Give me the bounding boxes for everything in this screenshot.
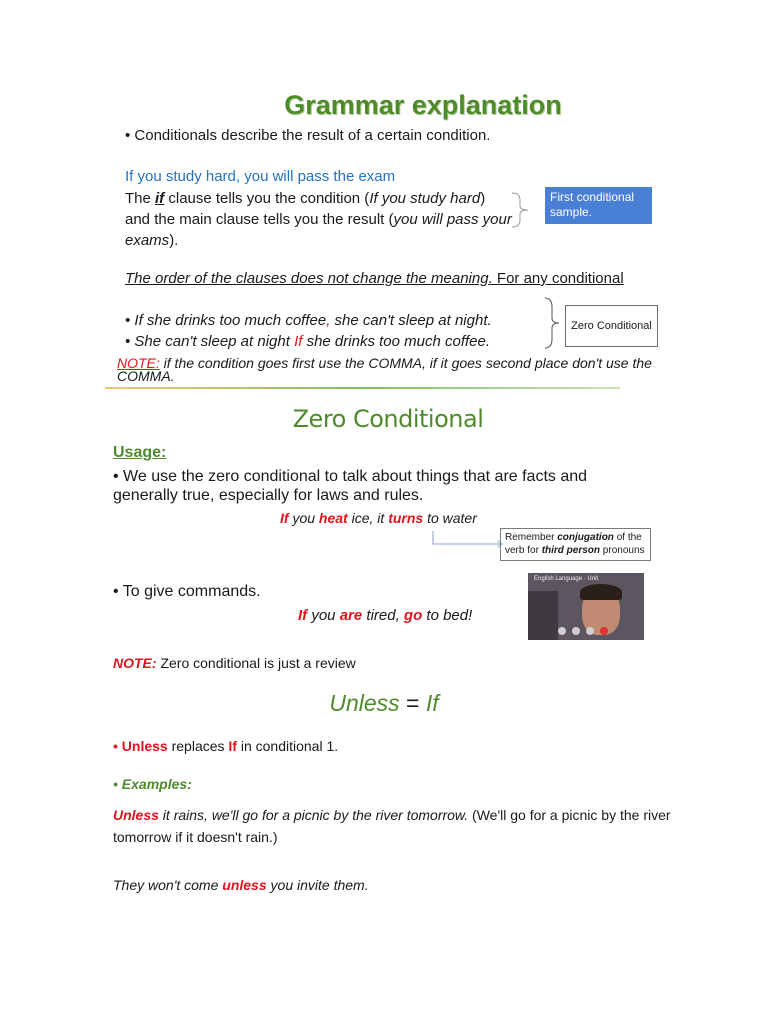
keyword: If [280, 510, 289, 526]
keyword: unless [222, 877, 267, 893]
text: ). [169, 232, 179, 249]
conjugation-reminder [500, 528, 651, 561]
share-icon[interactable] [586, 627, 594, 635]
text: you invite them. [266, 877, 369, 893]
picnic-example [113, 804, 673, 848]
commands-bullet: • To give commands. [113, 583, 261, 600]
examples-heading: • Examples: [113, 776, 192, 792]
text: tired, [362, 607, 404, 624]
text: she drinks too much coffee. [302, 333, 491, 350]
video-label: English Language · Unit [534, 576, 599, 582]
keyword: are [339, 607, 363, 624]
connector-arrow [432, 530, 504, 548]
text: of the verb for [505, 532, 642, 556]
text: • If she drinks too much coffee [125, 312, 327, 329]
presenter-hair [580, 584, 622, 600]
keyword: If [298, 607, 308, 624]
review-note [113, 655, 356, 671]
text: pronouns [600, 545, 645, 556]
text: • She can't sleep at night [125, 333, 295, 350]
keyword: conjugation [557, 532, 614, 543]
keyword: Unless [113, 807, 159, 823]
zero-conditional-examples [125, 310, 492, 352]
note-text: if the condition goes first use the COMMA, if it goes second place don't use the COMMA. [117, 355, 652, 384]
text: she can't sleep at night. [330, 312, 492, 329]
background-shelf [528, 591, 558, 640]
heat-ice-example [280, 510, 477, 526]
text: If [425, 690, 439, 716]
text: Unless [329, 690, 400, 716]
list-item [125, 331, 492, 352]
text: clause tells you the condition ( [164, 190, 370, 207]
conditionals-bullet: • Conditionals describe the result of a certain condition. [125, 127, 491, 144]
usage-heading: Usage: [113, 444, 167, 461]
grammar-title: Grammar explanation [284, 90, 562, 120]
if-word: if [155, 190, 165, 207]
keyword: heat [318, 510, 348, 526]
text: ice, it [347, 510, 389, 526]
text: They won't come [113, 877, 223, 893]
note-text: Zero conditional is just a review [156, 655, 356, 671]
zero-conditional-title: Zero Conditional [292, 405, 484, 433]
first-conditional-callout: First conditional sample. [545, 187, 652, 224]
condition-example: If you study hard [369, 190, 481, 207]
text: (We'll go for a picnic by the river tomorrow if it doesn't rain.) [113, 807, 671, 845]
mic-icon[interactable] [572, 627, 580, 635]
note-label: NOTE: [117, 355, 160, 371]
text: in conditional 1. [236, 738, 339, 754]
comma-note [117, 357, 662, 383]
brace-icon [510, 192, 530, 228]
text: replaces [167, 738, 229, 754]
keyword: If [228, 738, 237, 754]
text: The [125, 190, 156, 207]
if-highlight: If [294, 333, 303, 350]
text: to bed! [422, 607, 473, 624]
first-conditional-example: If you study hard, you will pass the exam [125, 168, 396, 185]
text: you [307, 607, 340, 624]
video-thumbnail[interactable] [528, 573, 644, 640]
zero-conditional-callout: Zero Conditional [565, 305, 658, 347]
keyword: • Unless [113, 738, 168, 754]
equals-sign: = [399, 690, 426, 716]
video-controls [558, 627, 608, 635]
list-item [125, 310, 492, 331]
text: . [488, 270, 497, 287]
unless-title [0, 690, 768, 717]
invite-example [113, 877, 369, 893]
camera-icon[interactable] [558, 627, 566, 635]
text: you [288, 510, 319, 526]
tired-example [298, 607, 472, 624]
keyword: turns [388, 510, 424, 526]
text: ) [480, 190, 486, 207]
text: and the main clause tells you the result ( [125, 211, 394, 228]
note-label: NOTE: [113, 655, 157, 671]
text: it rains, we'll go for a picnic by the river tomorrow. [158, 807, 469, 823]
keyword: go [403, 607, 423, 624]
if-clause-explanation [125, 188, 525, 251]
result-example: you will pass your exams [125, 211, 512, 249]
brace-icon [543, 297, 561, 349]
clause-order-note [125, 270, 624, 287]
section-divider [105, 387, 620, 389]
text: to water [423, 510, 477, 526]
unless-replaces-if [113, 738, 338, 754]
zero-usage-text: • We use the zero conditional to talk about things that are facts and generally true, especially for laws and rules. [113, 468, 588, 504]
for-any-conditional: For any conditional [496, 270, 624, 287]
hangup-icon[interactable] [600, 627, 608, 635]
text: The order of the clauses does not change the meaning [125, 270, 489, 287]
comma-highlight: , [326, 312, 331, 329]
text: Remember [505, 532, 558, 543]
keyword: third person [541, 545, 601, 556]
